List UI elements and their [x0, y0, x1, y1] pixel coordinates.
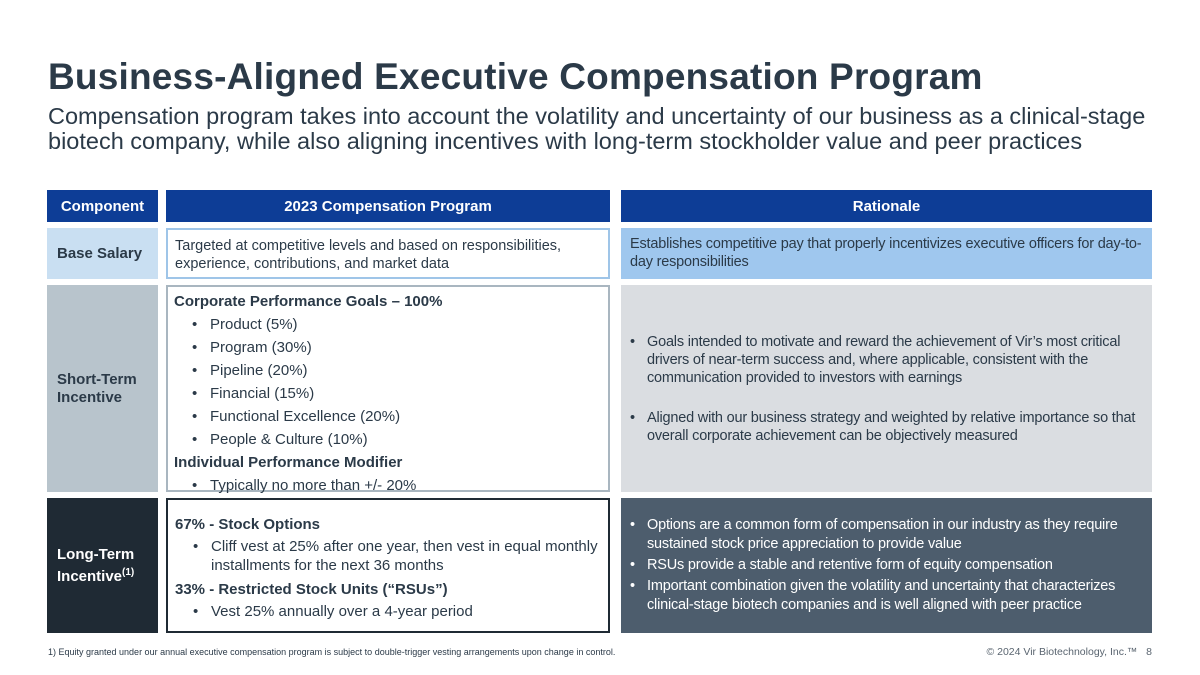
goal-item: • Financial (15%): [192, 385, 315, 402]
rationale-item: • Aligned with our business strategy and weighted by relative importance so that overall corporate achievement can be objectively measured: [630, 409, 1136, 444]
rsu-item: • Vest 25% annually over a 4-year period: [193, 603, 473, 620]
base-salary-label: Base Salary: [47, 228, 158, 279]
page-number: 8: [1146, 646, 1152, 658]
rsu-heading: 33% - Restricted Stock Units (“RSUs”): [175, 581, 448, 598]
modifier-item: • Typically no more than +/- 20%: [192, 477, 417, 494]
page-subtitle: Compensation program takes into account the volatility and uncertainty of our business as a clinical-stage biotech company, while also aligning incentives with long-term stockholder value and peer practices: [48, 103, 1146, 154]
goal-item: • Product (5%): [192, 316, 298, 333]
long-term-rationale: [621, 498, 1152, 633]
header-component: Component: [47, 190, 158, 222]
goal-item: • Functional Excellence (20%): [192, 408, 401, 425]
base-salary-program: Targeted at competitive levels and based on responsibilities, experience, contributions, and market data: [166, 228, 610, 279]
stock-options-item: • Cliff vest at 25% after one year, then vest in equal monthly installments for the next 36 months: [193, 538, 598, 574]
goal-item: • People & Culture (10%): [192, 431, 368, 448]
header-program: 2023 Compensation Program: [166, 190, 610, 222]
corporate-goals-heading: Corporate Performance Goals – 100%: [174, 293, 443, 310]
rationale-item: • RSUs provide a stable and retentive form of equity compensation: [630, 557, 1053, 573]
goal-item: • Program (30%): [192, 339, 312, 356]
footnote-marker: (1): [122, 566, 135, 578]
base-salary-rationale: Establishes competitive pay that properly incentivizes executive officers for day-to-day responsibilities: [621, 228, 1152, 279]
short-term-rationale: [621, 285, 1152, 492]
rationale-item: • Important combination given the volatility and uncertainty that characterizes clinical-stage biotech companies and is well aligned with peer practice: [630, 578, 1116, 613]
individual-modifier-heading: Individual Performance Modifier: [174, 454, 403, 471]
header-rationale: Rationale: [621, 190, 1152, 222]
long-term-label: Long-Term Incentive$^{(1)}$: [47, 498, 158, 633]
rationale-item: • Goals intended to motivate and reward the achievement of Vir’s most critical drivers of near-term success and, where applicable, consistent with the communication provided to investors with earnings: [630, 333, 1121, 386]
stock-options-heading: 67% - Stock Options: [175, 516, 321, 533]
short-term-label: Short-Term Incentive: [47, 285, 158, 492]
rationale-item: • Options are a common form of compensation in our industry as they require sustained stock price appreciation to provide value: [630, 517, 1118, 552]
footnote: 1) Equity granted under our annual executive compensation program is subject to double-trigger vesting arrangements upon change in control.: [48, 647, 616, 657]
copyright: © 2024 Vir Biotechnology, Inc.™ 8: [986, 646, 1152, 658]
long-term-program: [166, 498, 610, 633]
page-title: Business-Aligned Executive Compensation Program: [48, 56, 983, 97]
short-term-program: [166, 285, 610, 492]
goal-item: • Pipeline (20%): [192, 362, 308, 379]
